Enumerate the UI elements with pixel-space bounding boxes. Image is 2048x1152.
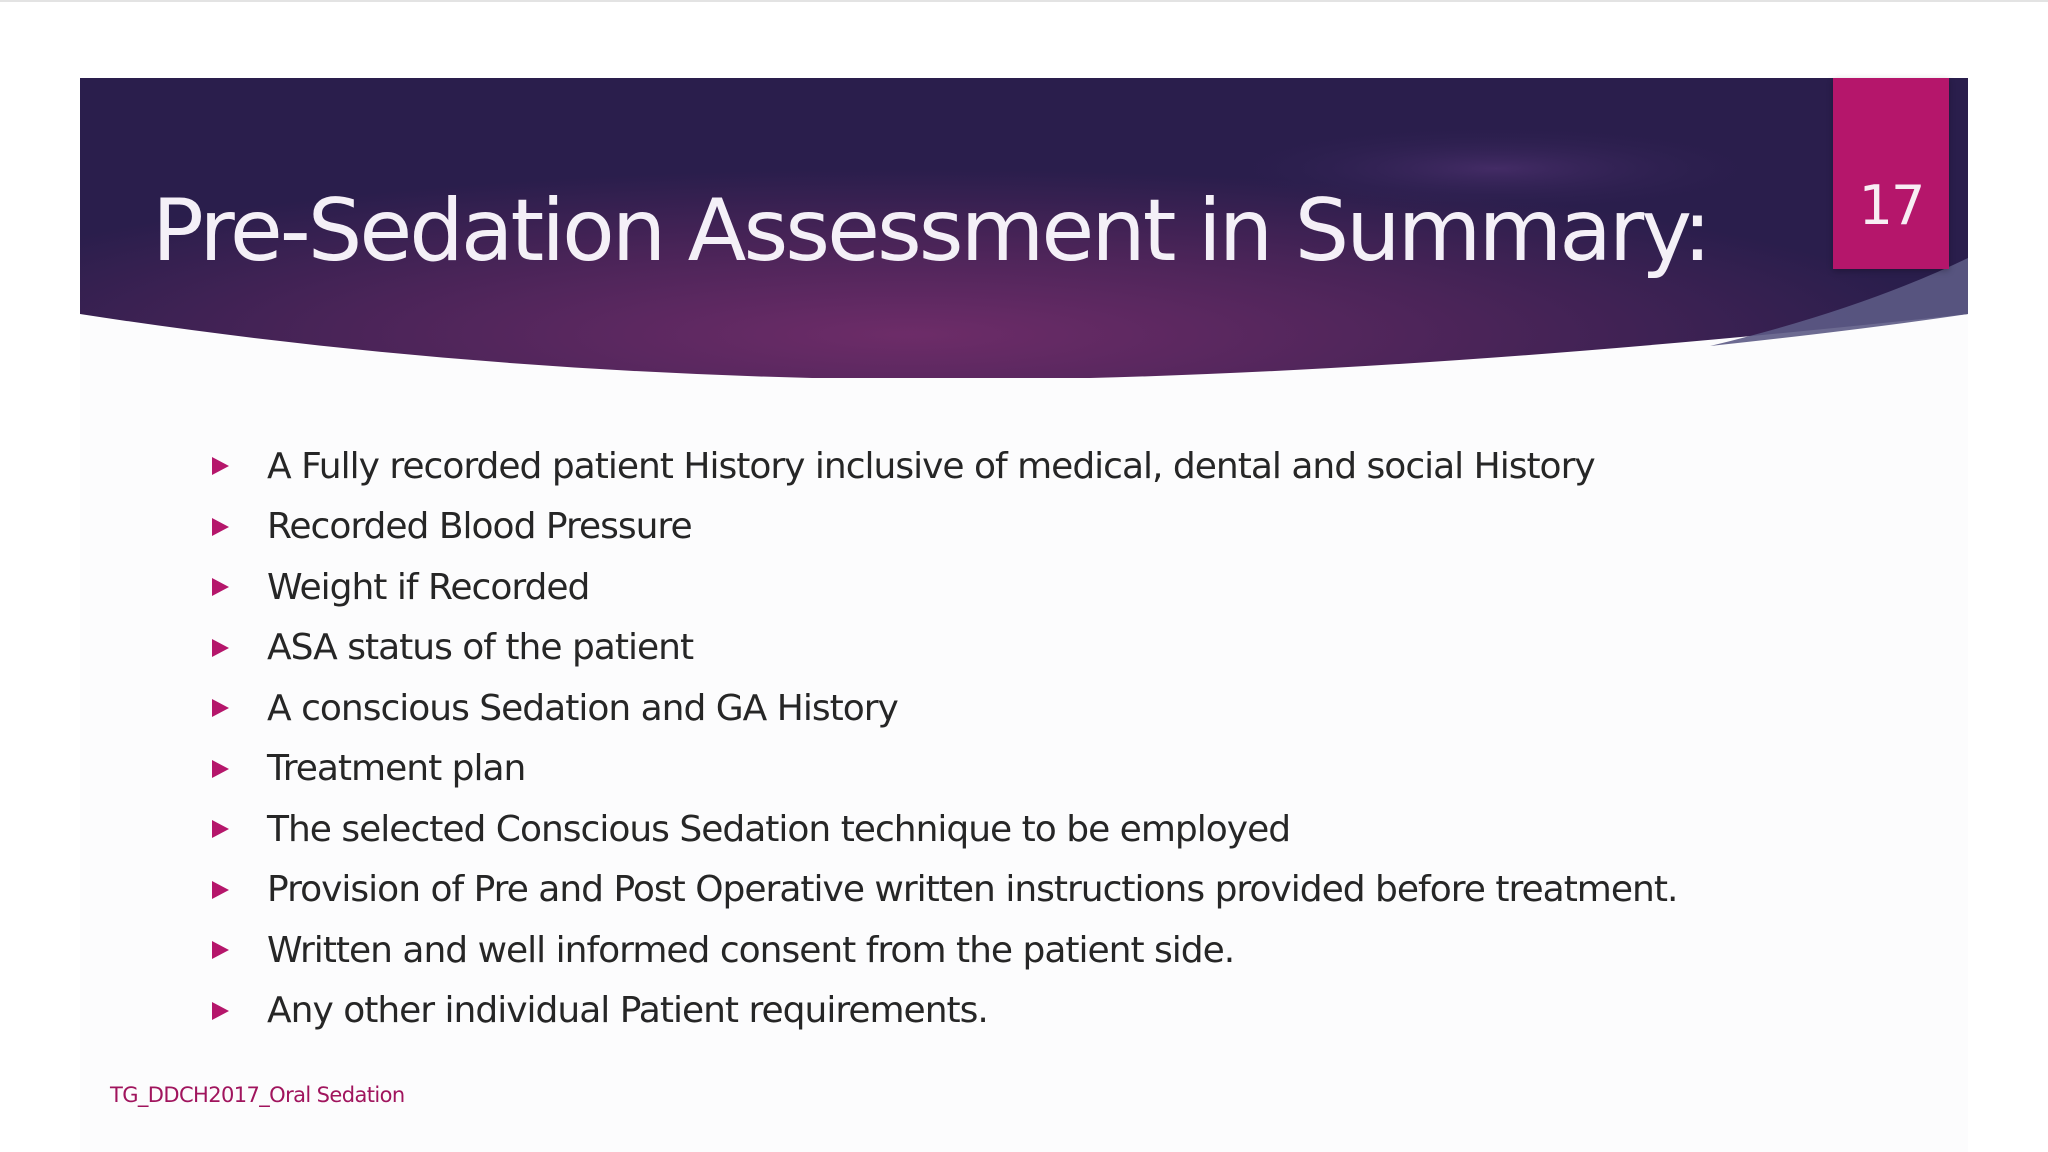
triangle-bullet-icon: [212, 881, 229, 899]
triangle-bullet-icon: [212, 820, 229, 838]
bullet-item: [212, 799, 1677, 860]
bullet-text: Weight if Recorded: [267, 566, 590, 608]
page-number: 17: [1858, 174, 1924, 237]
bullet-item: [212, 557, 1677, 618]
bullet-text: Written and well informed consent from the patient side.: [267, 929, 1235, 971]
bullet-item: [212, 981, 1677, 1042]
triangle-bullet-icon: [212, 457, 229, 475]
triangle-bullet-icon: [212, 941, 229, 959]
bullet-text: Recorded Blood Pressure: [267, 506, 692, 548]
bullet-text: Treatment plan: [267, 748, 526, 790]
triangle-bullet-icon: [212, 699, 229, 717]
bullet-item: [212, 497, 1677, 558]
bullet-item: [212, 678, 1677, 739]
triangle-bullet-icon: [212, 639, 229, 657]
slide-title: Pre-Sedation Assessment in Summary:: [152, 181, 1709, 281]
triangle-bullet-icon: [212, 578, 229, 596]
bullet-text: The selected Conscious Sedation technique to be employed: [267, 808, 1291, 850]
window-top-border: [0, 0, 2048, 2]
triangle-bullet-icon: [212, 518, 229, 536]
slide-footer: TG_DDCH2017_Oral Sedation: [110, 1083, 405, 1107]
bullet-item: [212, 860, 1677, 921]
bullet-list: [212, 436, 1677, 1041]
bullet-item: [212, 618, 1677, 679]
bullet-text: Any other individual Patient requirements.: [267, 990, 988, 1032]
page-number-tab: [1833, 78, 1949, 269]
bullet-text: A Fully recorded patient History inclusive of medical, dental and social History: [267, 445, 1595, 487]
triangle-bullet-icon: [212, 1002, 229, 1020]
bullet-text: Provision of Pre and Post Operative written instructions provided before treatment.: [267, 869, 1678, 911]
bullet-item: [212, 436, 1677, 497]
bullet-item: [212, 920, 1677, 981]
bullet-text: A conscious Sedation and GA History: [267, 687, 898, 729]
slide: [80, 78, 1968, 1152]
triangle-bullet-icon: [212, 760, 229, 778]
bullet-text: ASA status of the patient: [267, 627, 694, 669]
bullet-item: [212, 739, 1677, 800]
